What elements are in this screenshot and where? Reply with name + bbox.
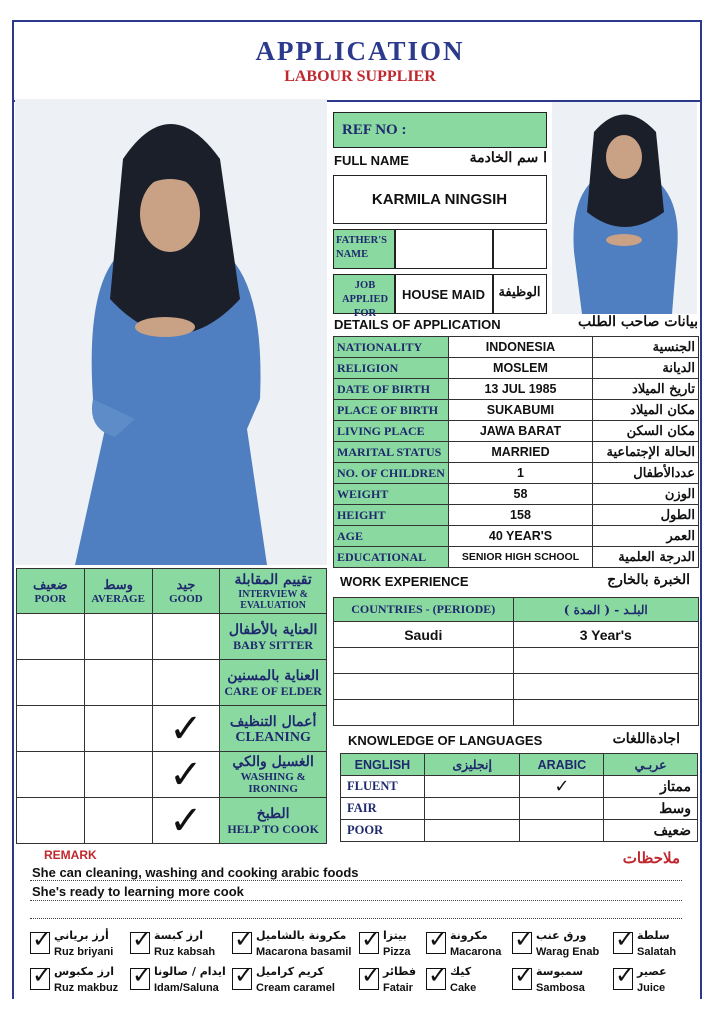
languages-heading: KNOWLEDGE OF LANGUAGES (348, 733, 543, 748)
table-row (334, 484, 699, 505)
detail-value: MOSLEM (448, 358, 592, 379)
detail-value: 58 (448, 484, 592, 505)
languages-table (340, 753, 698, 842)
job-label-ar: الوظيفة (498, 285, 541, 300)
skill-washing: الغسيل والكي WASHING & IRONING (220, 752, 327, 798)
work-col-countries-ar: البلـد - ( المدة ) (513, 598, 698, 622)
check-icon: ✓ (234, 961, 255, 989)
table-row (334, 421, 699, 442)
details-table (333, 336, 699, 568)
detail-value: 40 YEAR'S (448, 526, 592, 547)
detail-label-ar: مكان السكن (593, 421, 699, 442)
check-icon: ✓ (132, 961, 153, 989)
check-icon: ✓ (32, 961, 53, 989)
evaluation-table (16, 568, 327, 844)
remark-line-1: She can cleaning, washing and cooking arabic foods (32, 865, 359, 880)
skill-cleaning: أعمال التنظيف CLEANING (220, 706, 327, 752)
check-icon: ✓ (615, 961, 636, 989)
lang-level: FAIR (341, 798, 425, 820)
check-icon: ✓ (169, 797, 203, 844)
detail-label: LIVING PLACE (334, 421, 449, 442)
work-country: Saudi (334, 622, 514, 648)
detail-label: DATE OF BIRTH (334, 379, 449, 400)
table-row (334, 598, 699, 622)
table-row (341, 776, 698, 798)
detail-label-ar: عددالأطفال (593, 463, 699, 484)
detail-label: WEIGHT (334, 484, 449, 505)
lang-level-ar: ممتاز (604, 776, 698, 798)
detail-label: NO. OF CHILDREN (334, 463, 449, 484)
table-row (334, 358, 699, 379)
table-row (334, 526, 699, 547)
check-icon: ✓ (169, 751, 203, 798)
table-row (334, 622, 699, 648)
detail-label-ar: العمر (593, 526, 699, 547)
check-icon: ✓ (234, 925, 255, 953)
check-icon: ✓ (361, 925, 382, 953)
lang-col-arabic: ARABIC (520, 754, 604, 776)
detail-value: JAWA BARAT (448, 421, 592, 442)
lang-col-english-ar: إنجليزى (424, 754, 520, 776)
lang-level: FLUENT (341, 776, 425, 798)
remark-label: REMARK (44, 848, 97, 862)
job-label-ar-box (493, 274, 547, 314)
table-row (334, 337, 699, 358)
detail-value: 158 (448, 505, 592, 526)
job-value: HOUSE MAID (401, 287, 486, 302)
evaluation-header-row (17, 569, 327, 614)
remark-line-2: She's ready to learning more cook (32, 884, 244, 899)
remark-dotline-2 (30, 900, 682, 901)
detail-label-ar: الحالة الإجتماعية (593, 442, 699, 463)
skill-baby-sitter: العناية بالأطفال BABY SITTER (220, 614, 327, 660)
lang-col-english: ENGLISH (341, 754, 425, 776)
job-label: JOB APPLIED FOR (341, 280, 389, 319)
detail-label-ar: مكان الميلاد (593, 400, 699, 421)
check-icon: ✓ (132, 925, 153, 953)
check-icon: ✓ (428, 961, 449, 989)
lang-level-ar: وسط (604, 798, 698, 820)
header-interview: تقييم المقابلة INTERVIEW & EVALUATION (220, 569, 327, 614)
application-title: APPLICATION (255, 36, 465, 66)
table-row (17, 614, 327, 660)
detail-label: RELIGION (334, 358, 449, 379)
job-value-box (395, 274, 493, 314)
father-name-field-2 (493, 229, 547, 269)
detail-value: INDONESIA (448, 337, 592, 358)
full-name-box (333, 175, 547, 224)
detail-value: MARRIED (448, 442, 592, 463)
check-icon: ✓ (514, 925, 535, 953)
detail-label-ar: الديانة (593, 358, 699, 379)
check-icon: ✓ (361, 961, 382, 989)
table-row (334, 674, 699, 700)
work-heading-ar: الخبرة بالخارج (607, 572, 690, 588)
table-row (334, 379, 699, 400)
portrait-photo (552, 102, 697, 314)
skill-cooking: الطبخ HELP TO COOK (220, 798, 327, 844)
table-row (334, 648, 699, 674)
ref-no-label: REF NO : (342, 122, 407, 138)
lang-level: POOR (341, 820, 425, 842)
full-name-label: FULL NAME (334, 153, 409, 168)
header-poor: ضعيف POOR (17, 569, 85, 614)
father-name-label-box (333, 229, 395, 269)
table-row (341, 798, 698, 820)
work-col-countries: COUNTRIES - (PERIODE) (334, 598, 514, 622)
left-border (12, 100, 14, 999)
header-average: وسط AVERAGE (84, 569, 152, 614)
table-row (334, 547, 699, 568)
detail-value: SENIOR HIGH SCHOOL (448, 547, 592, 568)
check-icon: ✓ (615, 925, 636, 953)
detail-label: NATIONALITY (334, 337, 449, 358)
table-row (17, 752, 327, 798)
table-row (334, 400, 699, 421)
table-row (341, 820, 698, 842)
table-row (341, 754, 698, 776)
detail-label-ar: تاريخ الميلاد (593, 379, 699, 400)
father-name-field (395, 229, 493, 269)
detail-label-ar: الوزن (593, 484, 699, 505)
skill-care-of-elder: العناية بالمسنين CARE OF ELDER (220, 660, 327, 706)
table-row (17, 706, 327, 752)
ref-no-box (333, 112, 547, 148)
detail-value: SUKABUMI (448, 400, 592, 421)
detail-label: PLACE OF BIRTH (334, 400, 449, 421)
detail-label: EDUCATIONAL (334, 547, 449, 568)
detail-label: MARITAL STATUS (334, 442, 449, 463)
work-period: 3 Year's (513, 622, 698, 648)
application-subtitle: LABOUR SUPPLIER (284, 68, 436, 85)
job-label-box (333, 274, 395, 319)
remark-dotline-3 (30, 918, 682, 919)
check-icon: ✓ (514, 961, 535, 989)
table-row (334, 700, 699, 726)
check-icon: ✓ (554, 776, 570, 797)
table-row (334, 505, 699, 526)
header-good: جيد GOOD (152, 569, 220, 614)
table-row (334, 463, 699, 484)
detail-label-ar: الدرجة العلمية (593, 547, 699, 568)
full-name-label-ar: ا سم الخادمة (469, 150, 547, 166)
detail-label: AGE (334, 526, 449, 547)
detail-value: 1 (448, 463, 592, 484)
details-heading: DETAILS OF APPLICATION (334, 317, 501, 332)
table-row (17, 798, 327, 844)
work-table (333, 597, 699, 726)
detail-label-ar: الطول (593, 505, 699, 526)
detail-label-ar: الجنسية (593, 337, 699, 358)
remark-dotline-1 (30, 880, 682, 881)
lang-level-ar: ضعيف (604, 820, 698, 842)
table-row (334, 442, 699, 463)
work-heading: WORK EXPERIENCE (340, 574, 469, 589)
languages-heading-ar: اجادةاللغات (612, 731, 680, 747)
check-icon: ✓ (169, 705, 203, 752)
check-icon: ✓ (32, 925, 53, 953)
full-body-photo (15, 99, 327, 565)
full-name-value: KARMILA NINGSIH (371, 191, 508, 208)
detail-label: HEIGHT (334, 505, 449, 526)
father-name-label: FATHER'S NAME (336, 235, 387, 260)
check-icon: ✓ (428, 925, 449, 953)
right-border (700, 100, 702, 999)
remark-label-ar: ملاحظات (622, 849, 680, 867)
detail-value: 13 JUL 1985 (448, 379, 592, 400)
details-heading-ar: بيانات صاحب الطلب (577, 314, 698, 330)
table-row (17, 660, 327, 706)
lang-col-arabic-ar: عربـي (604, 754, 698, 776)
